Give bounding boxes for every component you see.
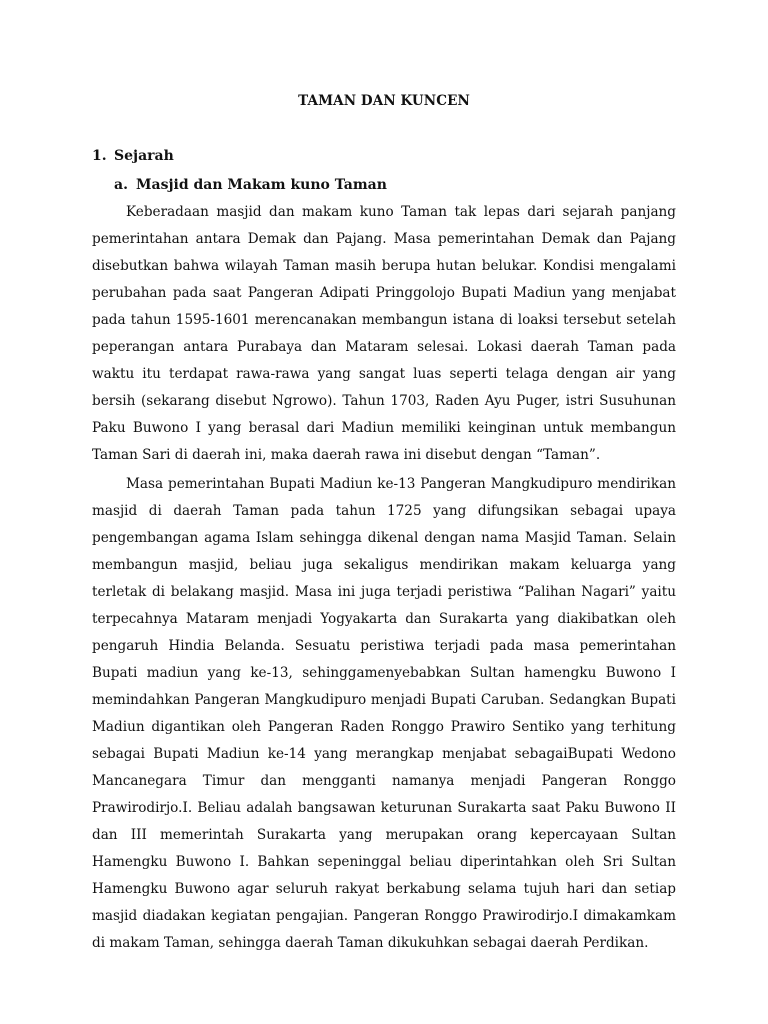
subsection-heading bbox=[114, 177, 387, 193]
paragraph-block-2 bbox=[92, 471, 676, 957]
paragraph-block-1 bbox=[92, 199, 676, 469]
subsection-number: a. bbox=[114, 177, 128, 193]
subsection-label: Masjid dan Makam kuno Taman bbox=[136, 177, 387, 193]
section-number: 1. bbox=[92, 148, 107, 164]
body-paragraph: Keberadaan masjid dan makam kuno Taman tak lepas dari sejarah panjang pemerintahan antara Demak dan Pajang. Masa pemerintahan Demak dan Pajang disebutkan bahwa wilayah Taman masih berupa hutan belukar. Kondisi mengalami perubahan pada saat Pangeran Adipati Pringgolojo Bupati Madiun yang menjabat pada tahun 1595-1601 merencanakan membangun istana di loaksi tersebut setelah peperangan antara Purabaya dan Mataram selesai. Lokasi daerah Taman pada waktu itu terdapat rawa-rawa yang sangat luas seperti telaga dengan air yang bersih (sekarang disebut Ngrowo). Tahun 1703, Raden Ayu Puger, istri Susuhunan Paku Buwono I yang berasal dari Madiun memiliki keinginan untuk membangun Taman Sari di daerah ini, maka daerah rawa ini disebut dengan “Taman”. bbox=[92, 204, 676, 463]
body-paragraph: Masa pemerintahan Bupati Madiun ke-13 Pangeran Mangkudipuro mendirikan masjid di daerah Taman pada tahun 1725 yang difungsikan sebagai upaya pengembangan agama Islam sehingga dikenal dengan nama Masjid Taman. Selain membangun masjid, beliau juga sekaligus mendirikan makam keluarga yang terletak di belakang masjid. Masa ini juga terjadi peristiwa “Palihan Nagari” yaitu terpecahnya Mataram menjadi Yogyakarta dan Surakarta yang diakibatkan oleh pengaruh Hindia Belanda. Sesuatu peristiwa terjadi pada masa pemerintahan Bupati madiun yang ke-13, sehinggamenyebabkan Sultan hamengku Buwono I memindahkan Pangeran Mangkudipuro menjadi Bupati Caruban. Sedangkan Bupati Madiun digantikan oleh Pangeran Raden Ronggo Prawiro Sentiko yang terhitung sebagai Bupati Madiun ke-14 yang merangkap menjabat sebagaiBupati Wedono Mancanegara Timur dan mengganti namanya menjadi Pangeran Ronggo Prawirodirjo.I. Beliau adalah bangsawan keturunan Surakarta saat Paku Buwono II dan III memerintah Surakarta yang merupakan orang kepercayaan Sultan Hamengku Buwono I. Bahkan sepeninggal beliau diperintahkan oleh Sri Sultan Hamengku Buwono agar seluruh rakyat berkabung selama tujuh hari dan setiap masjid diadakan kegiatan pengajian. Pangeran Ronggo Prawirodirjo.I dimakamkam di makam Taman, sehingga daerah Taman dikukuhkan sebagai daerah Perdikan. bbox=[92, 476, 676, 951]
document-title: TAMAN DAN KUNCEN bbox=[298, 93, 470, 109]
section-heading bbox=[92, 148, 174, 164]
section-label: Sejarah bbox=[114, 148, 174, 164]
